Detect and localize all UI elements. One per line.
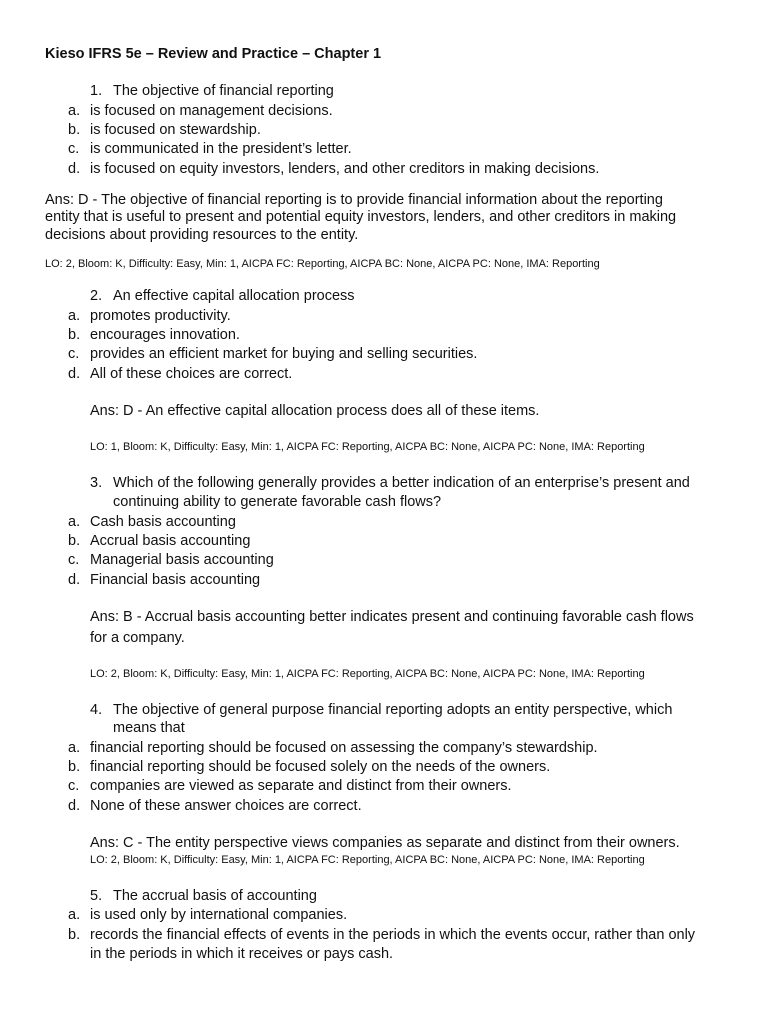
option-letter: c. [68, 778, 80, 794]
question-number: 3. [90, 475, 103, 491]
question-text: The accrual basis of accounting [113, 888, 317, 904]
question-number: 5. [90, 888, 103, 904]
option-text: is used only by international companies. [90, 907, 348, 923]
question-number: 1. [90, 83, 103, 99]
option-text: companies are viewed as separate and distinct from their owners. [90, 778, 512, 794]
option-letter: b. [68, 759, 81, 775]
option-text: All of these choices are correct. [90, 366, 293, 382]
question-meta: LO: 2, Bloom: K, Difficulty: Easy, Min: 1, AICPA FC: Reporting, AICPA BC: None, AICPA PC: None, IMA: Reporting [45, 258, 600, 270]
option-letter: b. [68, 927, 81, 943]
question-text: continuing ability to generate favorable cash flows? [113, 494, 442, 510]
option-text: records the financial effects of events in the periods in which the events occur, rather than only [90, 927, 696, 943]
option-letter: a. [68, 103, 81, 119]
option-letter: a. [68, 907, 81, 923]
option-letter: b. [68, 327, 81, 343]
question-text: The objective of general purpose financial reporting adopts an entity perspective, which [113, 702, 673, 718]
option-text: financial reporting should be focused solely on the needs of the owners. [90, 759, 551, 775]
question-meta: LO: 2, Bloom: K, Difficulty: Easy, Min: 1, AICPA FC: Reporting, AICPA BC: None, AICPA PC: None, IMA: Reporting [90, 668, 645, 680]
answer-line: Ans: B - Accrual basis accounting better indicates present and continuing favorable cash flows [90, 609, 694, 625]
option-text: is focused on equity investors, lenders, and other creditors in making decisions. [90, 161, 600, 177]
answer-line: Ans: D - The objective of financial reporting is to provide financial information about the reporting [45, 192, 663, 208]
answer-line: Ans: D - An effective capital allocation process does all of these items. [90, 403, 540, 419]
option-text: Cash basis accounting [90, 514, 236, 530]
option-letter: d. [68, 798, 81, 814]
answer-line: Ans: C - The entity perspective views companies as separate and distinct from their owners. [90, 835, 680, 851]
question-meta: LO: 2, Bloom: K, Difficulty: Easy, Min: 1, AICPA FC: Reporting, AICPA BC: None, AICPA PC: None, IMA: Reporting [90, 854, 645, 866]
option-letter: c. [68, 141, 80, 157]
option-text: provides an efficient market for buying and selling securities. [90, 346, 478, 362]
option-text: is focused on stewardship. [90, 122, 261, 138]
option-letter: b. [68, 533, 81, 549]
option-text: Financial basis accounting [90, 572, 261, 588]
option-text: None of these answer choices are correct. [90, 798, 362, 814]
answer-line: for a company. [90, 630, 185, 646]
question-number: 4. [90, 702, 103, 718]
question-text: Which of the following generally provides a better indication of an enterprise’s present and [113, 475, 690, 491]
option-text: encourages innovation. [90, 327, 240, 343]
answer-line: decisions about providing resources to the entity. [45, 227, 359, 243]
option-text: is communicated in the president’s letter. [90, 141, 352, 157]
option-letter: d. [68, 161, 81, 177]
option-text-continued: in the periods in which it receives or pays cash. [90, 946, 394, 962]
answer-line: entity that is useful to present and potential equity investors, lenders, and other creditors in making [45, 209, 677, 225]
option-letter: d. [68, 366, 81, 382]
option-text: is focused on management decisions. [90, 103, 333, 119]
question-text: means that [113, 720, 185, 736]
question-text: An effective capital allocation process [113, 288, 355, 304]
page-title: Kieso IFRS 5e – Review and Practice – Chapter 1 [45, 46, 382, 62]
option-letter: a. [68, 514, 81, 530]
option-letter: a. [68, 740, 81, 756]
question-meta: LO: 1, Bloom: K, Difficulty: Easy, Min: 1, AICPA FC: Reporting, AICPA BC: None, AICPA PC: None, IMA: Reporting [90, 441, 645, 453]
option-letter: c. [68, 552, 80, 568]
question-text: The objective of financial reporting [113, 83, 334, 99]
option-letter: d. [68, 572, 81, 588]
option-letter: b. [68, 122, 81, 138]
option-text: Managerial basis accounting [90, 552, 274, 568]
option-letter: a. [68, 308, 81, 324]
question-number: 2. [90, 288, 103, 304]
option-text: financial reporting should be focused on assessing the company’s stewardship. [90, 740, 598, 756]
option-letter: c. [68, 346, 80, 362]
option-text: promotes productivity. [90, 308, 231, 324]
option-text: Accrual basis accounting [90, 533, 251, 549]
